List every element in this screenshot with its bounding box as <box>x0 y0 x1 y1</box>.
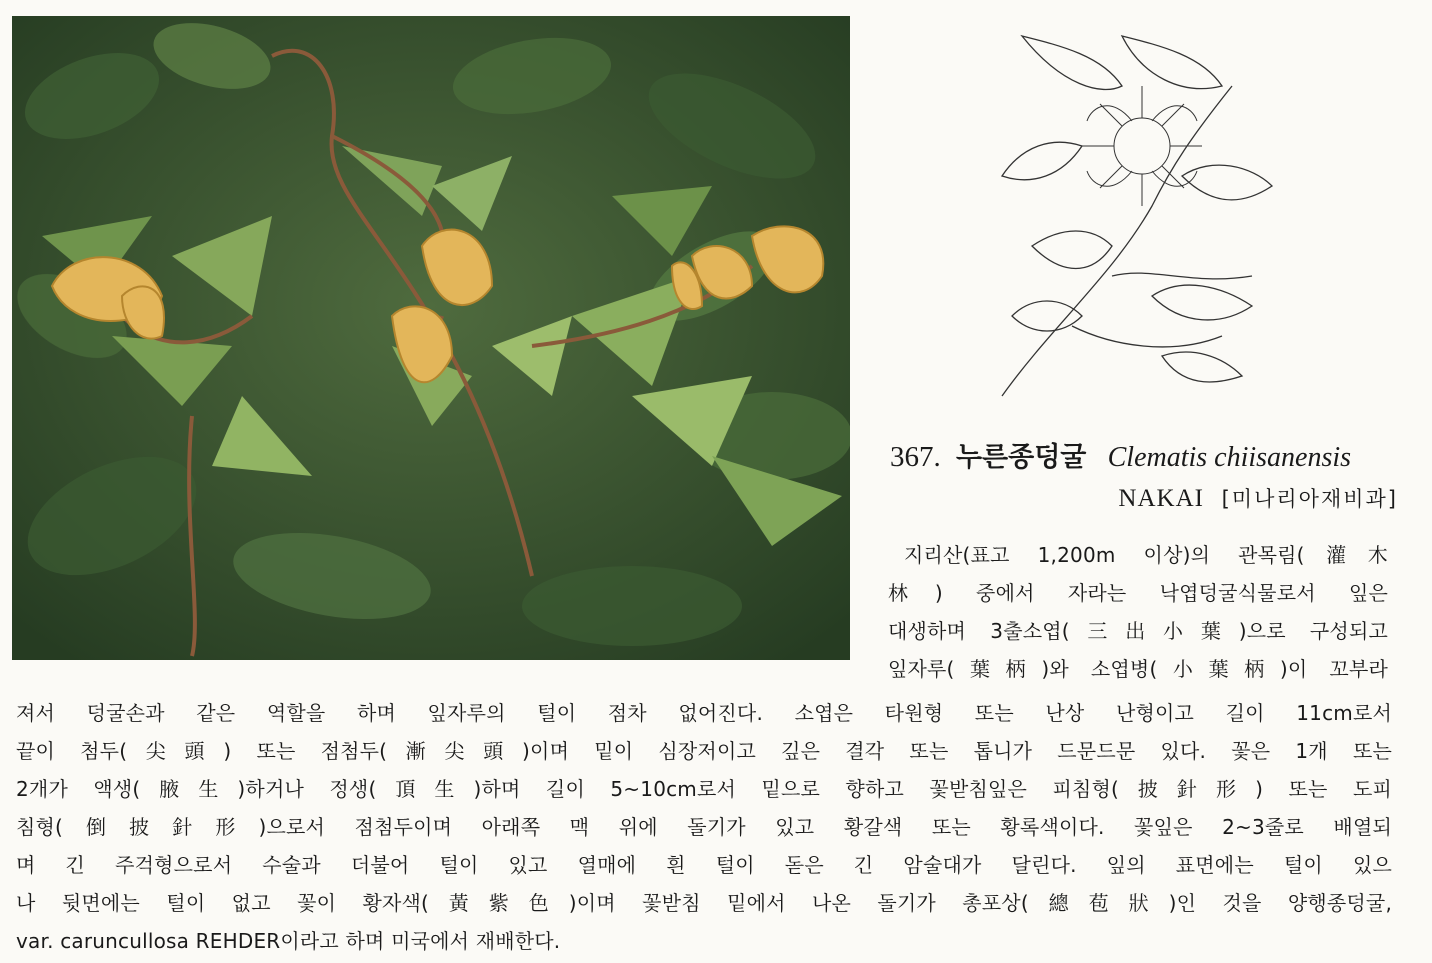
description-line: var. caruncullosa REHDER이라고 하며 미국에서 재배한다. <box>16 929 561 953</box>
description-line: 침형(倒披針形)으로서 점첨두이며 아래쪽 맥 위에 돌기가 있고 황갈색 또는 황록색이다. 꽃잎은 2~3줄로 배열되 <box>16 815 1392 839</box>
description-line: 나 뒷면에는 털이 없고 꽃이 황자색(黃紫色)이며 꽃받침 밑에서 나온 돌기가 총포상(總苞狀)인 것을 양행종덩굴, <box>16 891 1392 915</box>
entry-heading <box>890 436 1410 478</box>
korean-name: 누른종덩굴 <box>955 442 1087 473</box>
entry-number: 367. <box>890 441 941 473</box>
botanical-illustration <box>992 26 1282 398</box>
description-line: 지리산(표고 1,200m 이상)의 관목림(灌木 <box>904 543 1388 567</box>
author-family <box>1118 480 1398 517</box>
scientific-name: Clematis chiisanensis <box>1107 442 1352 473</box>
description-line: 끝이 첨두(尖頭) 또는 점첨두(漸尖頭)이며 밑이 심장저이고 깊은 결각 또는 톱니가 드문드문 있다. 꽃은 1개 또는 <box>16 739 1392 763</box>
description-line: 져서 덩굴손과 같은 역할을 하며 잎자루의 털이 점차 없어진다. 소엽은 타원형 또는 난상 난형이고 길이 11cm로서 <box>16 701 1392 725</box>
description-line: 잎자루(葉柄)와 소엽병(小葉柄)이 꼬부라 <box>888 657 1388 681</box>
plant-photo <box>12 16 850 660</box>
author-name: NAKAI <box>1118 485 1204 512</box>
description-line: 대생하며 3출소엽(三出小葉)으로 구성되고 <box>888 619 1388 643</box>
family-name: [미나리아재비과] <box>1221 487 1398 511</box>
description-line: 林) 중에서 자라는 낙엽덩굴식물로서 잎은 <box>888 581 1388 605</box>
description-line: 2개가 액생(腋生)하거나 정생(頂生)하며 길이 5~10cm로서 밑으로 향하고 꽃받침잎은 피침형(披針形) 또는 도피 <box>16 777 1392 801</box>
description-line: 며 긴 주걱형으로서 수술과 더불어 털이 있고 열매에 흰 털이 돋은 긴 암술대가 달린다. 잎의 표면에는 털이 있으 <box>16 853 1392 877</box>
